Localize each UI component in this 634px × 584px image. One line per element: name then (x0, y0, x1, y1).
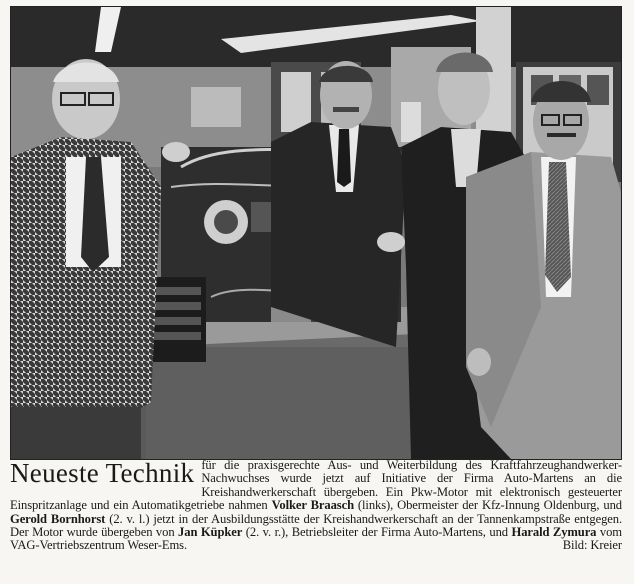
caption-text: für die praxisgerechte Aus- und Weiterbildung des Kraftfahrzeughandwerker-Nachwuchses wurde jetzt auf Initiative der Firma Auto-Martens an die Kreishandwerkerschaft übergeben. Ein Pkw-Motor mit elektronisch gesteuerter Einspritzanlage und ein Automatikgetriebe nahmen (10, 458, 622, 513)
person-name-kuepker: Jan Küpker (178, 525, 243, 540)
photo-caption (10, 459, 622, 575)
headline: Neueste Technik (10, 458, 195, 488)
person-name-zymura: Harald Zymura (511, 525, 597, 540)
caption-text: (2. v. r.), Betriebsleiter der Firma Auto-Martens, und (242, 525, 512, 540)
caption-text: vom VAG-Vertriebszentrum Weser-Ems. (10, 525, 622, 553)
photo-credit: Bild: Kreier (562, 538, 622, 553)
person-name-braasch: Volker Braasch (271, 498, 354, 513)
person-name-bornhorst: Gerold Bornhorst (10, 511, 106, 526)
caption-text: (links), Obermeister der Kfz-Innung Oldenburg, und (353, 498, 622, 513)
news-photo (10, 6, 622, 460)
caption-text: (2. v. l.) jetzt in der Ausbildungsstätte der Kreishandwerkerschaft an der Tannenkampstraße entgegen. Der Motor wurde übergeben von (10, 511, 623, 540)
